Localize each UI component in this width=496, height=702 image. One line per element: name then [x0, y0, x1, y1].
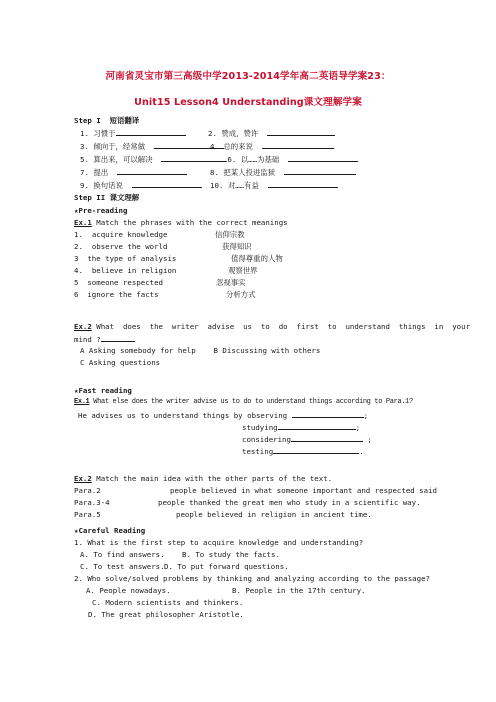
q1-option-b: B. To study the facts. — [182, 550, 280, 559]
q2-option-d: D. The great philosopher Aristotle. — [88, 610, 244, 619]
answer-blank[interactable] — [273, 446, 359, 454]
item-num: 3. — [80, 142, 89, 151]
item-text: 对……有益 — [227, 181, 259, 190]
item-num: 5. — [80, 155, 89, 164]
exercise-label: Ex.2 — [74, 474, 92, 483]
answer-blank[interactable] — [132, 180, 202, 188]
q1-option-d: D. To put forward questions. — [164, 562, 289, 571]
item-text: 赞成，赞许 — [221, 129, 259, 138]
item-text: 把某人投进监狱 — [223, 168, 276, 177]
exercise-label: Ex.1 — [74, 398, 90, 406]
q1-option-a: A. To find answers. — [80, 550, 165, 559]
item-text: 习惯于 — [93, 129, 116, 138]
phrase-item-1 — [80, 128, 186, 138]
match-meaning: 观察世界 — [228, 266, 258, 275]
exercise-label: Ex.1 — [74, 218, 92, 227]
phrase-item-8 — [210, 167, 356, 177]
exercise-label: Ex.2 — [74, 322, 92, 331]
pre-ex1-instruction — [74, 218, 288, 227]
doc-title-line1: 河南省灵宝市第三高级中学2013-2014学年高二英语导学案23： — [105, 71, 391, 82]
answer-blank[interactable] — [291, 434, 363, 442]
phrase-item-5 — [80, 154, 358, 164]
para-label: Para.2 — [74, 486, 101, 495]
item-text: 以……为基础 — [240, 155, 280, 164]
match-row: 6 ignore the facts — [74, 290, 159, 299]
fast-ex1-item: testing . — [242, 447, 364, 456]
instruction-text: Match the main idea with the other parts of the text. — [96, 474, 333, 483]
answer-blank[interactable] — [117, 167, 187, 175]
question-text: What else does the writer advise us to do to understand things according to Para.1? — [93, 398, 413, 406]
item-text: 算出来，可以解决 — [93, 155, 153, 164]
pre-ex2-question-cont: mind ? — [74, 334, 135, 344]
q2-option-a: A. People nowadays. — [86, 586, 171, 595]
match-meaning: 忽视事实 — [216, 278, 246, 287]
option-b: B Discussing with others — [213, 346, 321, 355]
fast-reading-heading: ★Fast reading — [74, 386, 132, 395]
option-c: C Asking questions — [80, 358, 161, 367]
answer-blank[interactable] — [292, 410, 364, 418]
match-row: 3 the type of analysis — [74, 254, 177, 263]
phrase-item-2 — [208, 128, 335, 138]
careful-reading-heading: ★Careful Reading — [74, 526, 146, 535]
answer-blank[interactable] — [101, 334, 135, 342]
item-num: 4. — [210, 142, 219, 151]
match-row: 4. believe in religion — [74, 266, 177, 275]
item-text: 换句话说 — [93, 181, 123, 190]
fast-ex1-question — [74, 398, 413, 407]
pre-reading-heading: ★Pre-reading — [74, 206, 128, 215]
q2-option-b: B. People in the 17th century. — [232, 586, 366, 595]
step2-heading: Step II 课文理解 — [74, 193, 140, 202]
instruction-text: Match the phrases with the correct meanings — [96, 218, 288, 227]
fast-ex1-item: studying ; — [242, 423, 361, 432]
item-text: 倾向于，经常做 — [93, 142, 146, 151]
answer-blank[interactable] — [267, 128, 335, 136]
item-num: 7. — [80, 168, 89, 177]
match-row: 5 someone respected — [74, 278, 164, 287]
item-text: 提出 — [93, 168, 109, 177]
answer-blank[interactable] — [278, 422, 356, 430]
match-meaning: 值得尊重的人物 — [231, 254, 283, 263]
fast-ex2-instruction — [74, 474, 332, 483]
option-a-b — [80, 346, 320, 355]
match-meaning: 获得知识 — [222, 242, 252, 251]
item-text: 总的来说 — [223, 142, 253, 151]
question-1: 1. What is the first step to acquire knowledge and understanding? — [74, 538, 364, 547]
item-num: 9. — [80, 181, 89, 190]
phrase-item-7 — [80, 167, 187, 177]
answer-blank[interactable] — [268, 180, 338, 188]
answer-blank[interactable] — [284, 167, 356, 175]
para-label: Para.3-4 — [74, 498, 110, 507]
q1-option-c: C. To test answers. — [80, 562, 165, 571]
answer-blank[interactable] — [161, 154, 227, 162]
option-a: A Asking somebody for help — [80, 346, 196, 355]
match-meaning: 分析方式 — [226, 290, 256, 299]
item-num: 6. — [227, 155, 237, 164]
item-num: 8. — [210, 168, 219, 177]
answer-blank[interactable] — [116, 128, 186, 136]
match-row: 1. acquire knowledge — [74, 230, 168, 239]
pre-ex2-question — [74, 322, 470, 331]
question-text: What does the writer advise us to do first to understand things in your — [96, 322, 471, 331]
item-num: 1. — [80, 129, 89, 138]
answer-blank[interactable] — [288, 154, 358, 162]
item-num: 2. — [208, 129, 217, 138]
doc-title-line2: Unit15 Lesson4 Understanding课文理解学案 — [134, 97, 362, 108]
main-idea: people believed in what someone important and respected said — [170, 486, 437, 495]
step1-heading: Step I 短语翻译 — [74, 116, 140, 125]
answer-blank[interactable] — [262, 141, 334, 149]
question-2: 2. Who solve/solved problems by thinking and analyzing according to the passage? — [74, 574, 430, 583]
phrase-item-3 — [80, 141, 224, 151]
item-num: 10. — [210, 181, 224, 190]
fast-ex1-item: considering ; — [242, 435, 372, 444]
phrase-item-4 — [210, 141, 334, 151]
para-label: Para.5 — [74, 510, 101, 519]
match-meaning: 信仰宗教 — [215, 230, 245, 239]
phrase-item-10 — [210, 180, 338, 190]
match-row: 2. observe the world — [74, 242, 168, 251]
fast-ex1-stem: He advises us to understand things by observing ; — [78, 411, 369, 420]
main-idea: people believed in religion in ancient time. — [176, 510, 372, 519]
phrase-item-9 — [80, 180, 202, 190]
main-idea: people thanked the great men who study in a scientific way. — [158, 498, 421, 507]
q2-option-c: C. Modern scientists and thinkers. — [92, 598, 244, 607]
